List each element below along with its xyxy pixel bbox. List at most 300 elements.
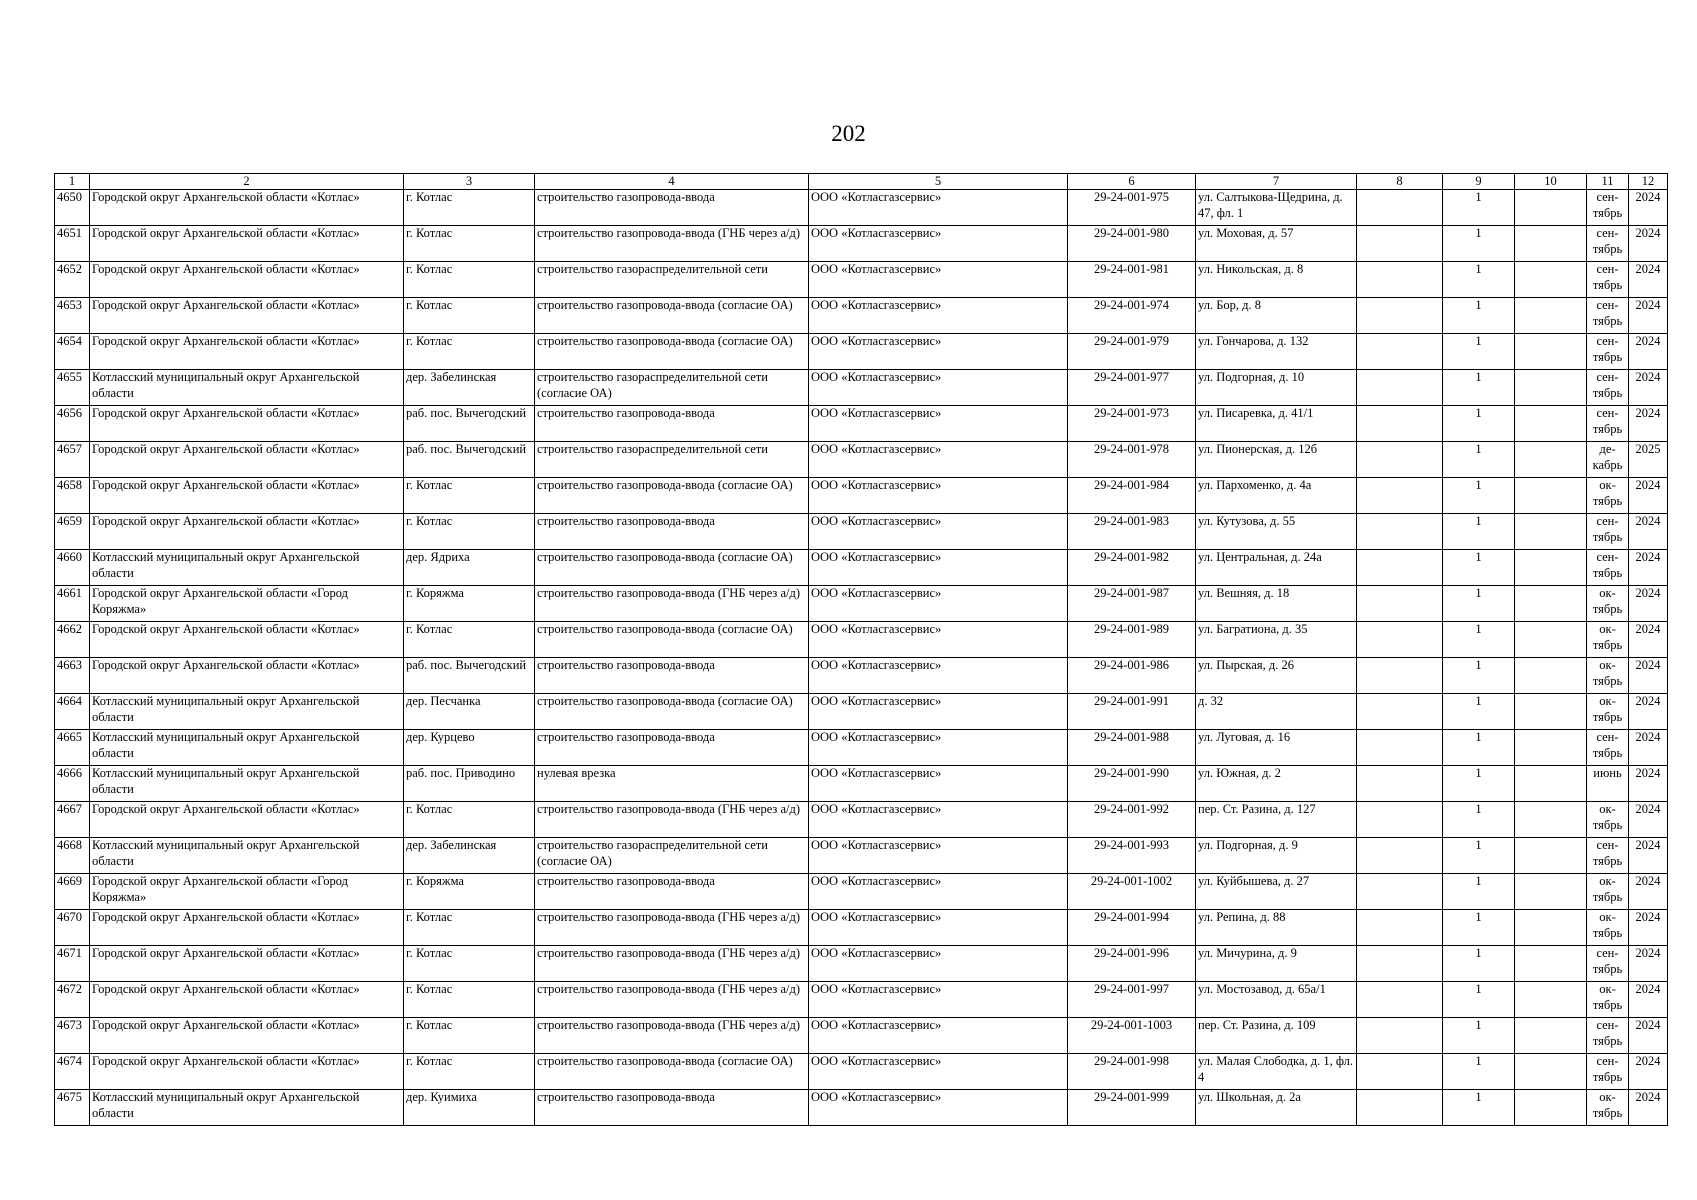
table-row (55, 838, 1668, 874)
work-type-cell: строительство газораспределительной сети (согласие ОА) (535, 838, 809, 874)
table-row (55, 910, 1668, 946)
address-cell: д. 32 (1196, 694, 1357, 730)
quantity-cell: 1 (1443, 730, 1515, 766)
quantity-cell: 1 (1443, 190, 1515, 226)
organization-cell: ООО «Котласгазсервис» (809, 1018, 1068, 1054)
settlement-cell: дер. Песчанка (404, 694, 535, 730)
address-cell: ул. Мостозавод, д. 65а/1 (1196, 982, 1357, 1018)
row-number-cell: 4673 (55, 1018, 90, 1054)
column-8-cell (1357, 550, 1443, 586)
organization-cell: ООО «Котласгазсервис» (809, 622, 1068, 658)
row-number-cell: 4663 (55, 658, 90, 694)
table-row (55, 370, 1668, 406)
column-10-cell (1515, 550, 1587, 586)
organization-cell: ООО «Котласгазсервис» (809, 370, 1068, 406)
settlement-cell: г. Котлас (404, 478, 535, 514)
object-code-cell: 29-24-001-989 (1068, 622, 1196, 658)
object-code-cell: 29-24-001-974 (1068, 298, 1196, 334)
column-header: 11 (1587, 174, 1629, 190)
municipality-cell: Городской округ Архангельской области «Котлас» (90, 190, 404, 226)
settlement-cell: г. Котлас (404, 946, 535, 982)
year-cell: 2024 (1629, 1090, 1668, 1126)
municipality-cell: Городской округ Архангельской области «Котлас» (90, 298, 404, 334)
quantity-cell: 1 (1443, 982, 1515, 1018)
organization-cell: ООО «Котласгазсервис» (809, 442, 1068, 478)
quantity-cell: 1 (1443, 874, 1515, 910)
organization-cell: ООО «Котласгазсервис» (809, 910, 1068, 946)
row-number-cell: 4657 (55, 442, 90, 478)
quantity-cell: 1 (1443, 694, 1515, 730)
column-10-cell (1515, 1018, 1587, 1054)
column-8-cell (1357, 766, 1443, 802)
column-header: 10 (1515, 174, 1587, 190)
column-header: 5 (809, 174, 1068, 190)
month-cell: ок-тябрь (1587, 658, 1629, 694)
month-cell: июнь (1587, 766, 1629, 802)
address-cell: ул. Школьная, д. 2а (1196, 1090, 1357, 1126)
organization-cell: ООО «Котласгазсервис» (809, 586, 1068, 622)
row-number-cell: 4658 (55, 478, 90, 514)
row-number-cell: 4661 (55, 586, 90, 622)
row-number-cell: 4659 (55, 514, 90, 550)
settlement-cell: дер. Курцево (404, 730, 535, 766)
row-number-cell: 4652 (55, 262, 90, 298)
column-10-cell (1515, 370, 1587, 406)
table-row (55, 514, 1668, 550)
table-row (55, 766, 1668, 802)
object-code-cell: 29-24-001-996 (1068, 946, 1196, 982)
municipality-cell: Городской округ Архангельской области «Город Коряжма» (90, 874, 404, 910)
row-number-cell: 4672 (55, 982, 90, 1018)
year-cell: 2024 (1629, 226, 1668, 262)
table-row (55, 694, 1668, 730)
column-10-cell (1515, 478, 1587, 514)
address-cell: ул. Репина, д. 88 (1196, 910, 1357, 946)
address-cell: пер. Ст. Разина, д. 109 (1196, 1018, 1357, 1054)
municipality-cell: Городской округ Архангельской области «Котлас» (90, 478, 404, 514)
column-10-cell (1515, 910, 1587, 946)
municipality-cell: Городской округ Архангельской области «Котлас» (90, 1018, 404, 1054)
column-10-cell (1515, 1090, 1587, 1126)
work-type-cell: строительство газораспределительной сети (535, 262, 809, 298)
municipality-cell: Городской округ Архангельской области «Котлас» (90, 802, 404, 838)
month-cell: де-кабрь (1587, 442, 1629, 478)
column-10-cell (1515, 802, 1587, 838)
quantity-cell: 1 (1443, 910, 1515, 946)
address-cell: ул. Малая Слободка, д. 1, фл. 4 (1196, 1054, 1357, 1090)
year-cell: 2024 (1629, 658, 1668, 694)
municipality-cell: Городской округ Архангельской области «Котлас» (90, 514, 404, 550)
quantity-cell: 1 (1443, 838, 1515, 874)
municipality-cell: Городской округ Архангельской области «Котлас» (90, 910, 404, 946)
column-8-cell (1357, 658, 1443, 694)
table-row (55, 262, 1668, 298)
month-cell: ок-тябрь (1587, 478, 1629, 514)
municipality-cell: Городской округ Архангельской области «Котлас» (90, 334, 404, 370)
object-code-cell: 29-24-001-973 (1068, 406, 1196, 442)
settlement-cell: г. Котлас (404, 190, 535, 226)
table-row (55, 586, 1668, 622)
month-cell: сен-тябрь (1587, 838, 1629, 874)
year-cell: 2024 (1629, 910, 1668, 946)
quantity-cell: 1 (1443, 658, 1515, 694)
organization-cell: ООО «Котласгазсервис» (809, 982, 1068, 1018)
quantity-cell: 1 (1443, 1018, 1515, 1054)
month-cell: ок-тябрь (1587, 982, 1629, 1018)
quantity-cell: 1 (1443, 262, 1515, 298)
year-cell: 2024 (1629, 982, 1668, 1018)
column-8-cell (1357, 1090, 1443, 1126)
month-cell: сен-тябрь (1587, 1018, 1629, 1054)
column-10-cell (1515, 298, 1587, 334)
municipality-cell: Котласский муниципальный округ Архангельской области (90, 370, 404, 406)
row-number-cell: 4660 (55, 550, 90, 586)
work-type-cell: строительство газопровода-ввода (535, 730, 809, 766)
column-header: 4 (535, 174, 809, 190)
table-row (55, 982, 1668, 1018)
year-cell: 2024 (1629, 298, 1668, 334)
settlement-cell: дер. Ядриха (404, 550, 535, 586)
month-cell: ок-тябрь (1587, 910, 1629, 946)
column-8-cell (1357, 982, 1443, 1018)
year-cell: 2024 (1629, 622, 1668, 658)
column-10-cell (1515, 262, 1587, 298)
column-header: 2 (90, 174, 404, 190)
column-10-cell (1515, 730, 1587, 766)
table-row (55, 226, 1668, 262)
column-8-cell (1357, 334, 1443, 370)
municipality-cell: Городской округ Архангельской области «Котлас» (90, 946, 404, 982)
column-8-cell (1357, 298, 1443, 334)
municipality-cell: Котласский муниципальный округ Архангельской области (90, 838, 404, 874)
quantity-cell: 1 (1443, 226, 1515, 262)
organization-cell: ООО «Котласгазсервис» (809, 1054, 1068, 1090)
work-type-cell: строительство газопровода-ввода (ГНБ через а/д) (535, 946, 809, 982)
column-10-cell (1515, 694, 1587, 730)
row-number-cell: 4668 (55, 838, 90, 874)
work-type-cell: строительство газораспределительной сети (535, 442, 809, 478)
quantity-cell: 1 (1443, 622, 1515, 658)
object-code-cell: 29-24-001-984 (1068, 478, 1196, 514)
municipality-cell: Городской округ Архангельской области «Котлас» (90, 622, 404, 658)
work-type-cell: строительство газопровода-ввода (ГНБ через а/д) (535, 910, 809, 946)
municipality-cell: Городской округ Архангельской области «Котлас» (90, 226, 404, 262)
quantity-cell: 1 (1443, 514, 1515, 550)
row-number-cell: 4664 (55, 694, 90, 730)
organization-cell: ООО «Котласгазсервис» (809, 658, 1068, 694)
column-8-cell (1357, 370, 1443, 406)
work-type-cell: строительство газопровода-ввода (ГНБ через а/д) (535, 586, 809, 622)
column-10-cell (1515, 946, 1587, 982)
column-8-cell (1357, 262, 1443, 298)
quantity-cell: 1 (1443, 1090, 1515, 1126)
month-cell: ок-тябрь (1587, 802, 1629, 838)
municipality-cell: Котласский муниципальный округ Архангельской области (90, 550, 404, 586)
settlement-cell: раб. пос. Приводино (404, 766, 535, 802)
table-row (55, 406, 1668, 442)
work-type-cell: строительство газопровода-ввода (ГНБ через а/д) (535, 1018, 809, 1054)
year-cell: 2024 (1629, 190, 1668, 226)
organization-cell: ООО «Котласгазсервис» (809, 226, 1068, 262)
month-cell: сен-тябрь (1587, 730, 1629, 766)
work-type-cell: строительство газопровода-ввода (535, 190, 809, 226)
table-row (55, 298, 1668, 334)
municipality-cell: Городской округ Архангельской области «Город Коряжма» (90, 586, 404, 622)
work-type-cell: нулевая врезка (535, 766, 809, 802)
year-cell: 2024 (1629, 478, 1668, 514)
year-cell: 2024 (1629, 694, 1668, 730)
month-cell: сен-тябрь (1587, 262, 1629, 298)
table-row (55, 802, 1668, 838)
settlement-cell: раб. пос. Вычегодский (404, 658, 535, 694)
address-cell: ул. Бор, д. 8 (1196, 298, 1357, 334)
month-cell: сен-тябрь (1587, 550, 1629, 586)
month-cell: сен-тябрь (1587, 298, 1629, 334)
settlement-cell: г. Котлас (404, 1018, 535, 1054)
object-code-cell: 29-24-001-994 (1068, 910, 1196, 946)
header-row (55, 174, 1668, 190)
month-cell: сен-тябрь (1587, 334, 1629, 370)
object-code-cell: 29-24-001-977 (1068, 370, 1196, 406)
quantity-cell: 1 (1443, 586, 1515, 622)
column-10-cell (1515, 514, 1587, 550)
municipality-cell: Котласский муниципальный округ Архангельской области (90, 730, 404, 766)
object-code-cell: 29-24-001-979 (1068, 334, 1196, 370)
year-cell: 2024 (1629, 262, 1668, 298)
column-8-cell (1357, 1018, 1443, 1054)
settlement-cell: г. Котлас (404, 910, 535, 946)
settlement-cell: дер. Забелинская (404, 370, 535, 406)
row-number-cell: 4674 (55, 1054, 90, 1090)
address-cell: ул. Южная, д. 2 (1196, 766, 1357, 802)
table-row (55, 1054, 1668, 1090)
work-type-cell: строительство газопровода-ввода (535, 406, 809, 442)
table-row (55, 1018, 1668, 1054)
column-8-cell (1357, 622, 1443, 658)
settlement-cell: дер. Забелинская (404, 838, 535, 874)
object-code-cell: 29-24-001-993 (1068, 838, 1196, 874)
row-number-cell: 4669 (55, 874, 90, 910)
year-cell: 2024 (1629, 946, 1668, 982)
object-code-cell: 29-24-001-978 (1068, 442, 1196, 478)
work-type-cell: строительство газопровода-ввода (ГНБ через а/д) (535, 802, 809, 838)
organization-cell: ООО «Котласгазсервис» (809, 766, 1068, 802)
year-cell: 2024 (1629, 802, 1668, 838)
settlement-cell: раб. пос. Вычегодский (404, 442, 535, 478)
settlement-cell: г. Котлас (404, 262, 535, 298)
column-8-cell (1357, 586, 1443, 622)
quantity-cell: 1 (1443, 802, 1515, 838)
quantity-cell: 1 (1443, 298, 1515, 334)
table-row (55, 874, 1668, 910)
organization-cell: ООО «Котласгазсервис» (809, 298, 1068, 334)
quantity-cell: 1 (1443, 406, 1515, 442)
column-8-cell (1357, 694, 1443, 730)
column-header: 8 (1357, 174, 1443, 190)
municipality-cell: Городской округ Архангельской области «Котлас» (90, 262, 404, 298)
year-cell: 2024 (1629, 370, 1668, 406)
work-type-cell: строительство газопровода-ввода (535, 514, 809, 550)
month-cell: ок-тябрь (1587, 874, 1629, 910)
settlement-cell: г. Котлас (404, 514, 535, 550)
object-code-cell: 29-24-001-997 (1068, 982, 1196, 1018)
municipality-cell: Городской округ Архангельской области «Котлас» (90, 982, 404, 1018)
organization-cell: ООО «Котласгазсервис» (809, 946, 1068, 982)
year-cell: 2024 (1629, 406, 1668, 442)
work-type-cell: строительство газопровода-ввода (согласие ОА) (535, 478, 809, 514)
settlement-cell: г. Котлас (404, 802, 535, 838)
quantity-cell: 1 (1443, 766, 1515, 802)
month-cell: ок-тябрь (1587, 694, 1629, 730)
column-header: 9 (1443, 174, 1515, 190)
year-cell: 2024 (1629, 766, 1668, 802)
column-8-cell (1357, 442, 1443, 478)
work-type-cell: строительство газопровода-ввода (535, 658, 809, 694)
month-cell: сен-тябрь (1587, 514, 1629, 550)
object-code-cell: 29-24-001-987 (1068, 586, 1196, 622)
quantity-cell: 1 (1443, 478, 1515, 514)
municipality-cell: Городской округ Архангельской области «Котлас» (90, 1054, 404, 1090)
column-8-cell (1357, 190, 1443, 226)
column-8-cell (1357, 910, 1443, 946)
address-cell: ул. Мичурина, д. 9 (1196, 946, 1357, 982)
table-row (55, 622, 1668, 658)
object-code-cell: 29-24-001-980 (1068, 226, 1196, 262)
object-code-cell: 29-24-001-975 (1068, 190, 1196, 226)
object-code-cell: 29-24-001-990 (1068, 766, 1196, 802)
row-number-cell: 4670 (55, 910, 90, 946)
column-header: 12 (1629, 174, 1668, 190)
row-number-cell: 4671 (55, 946, 90, 982)
object-code-cell: 29-24-001-983 (1068, 514, 1196, 550)
settlement-cell: г. Котлас (404, 622, 535, 658)
organization-cell: ООО «Котласгазсервис» (809, 730, 1068, 766)
address-cell: ул. Гончарова, д. 132 (1196, 334, 1357, 370)
table-row (55, 190, 1668, 226)
month-cell: сен-тябрь (1587, 226, 1629, 262)
work-type-cell: строительство газопровода-ввода (согласие ОА) (535, 622, 809, 658)
column-8-cell (1357, 478, 1443, 514)
table-row (55, 334, 1668, 370)
row-number-cell: 4653 (55, 298, 90, 334)
table-row (55, 550, 1668, 586)
address-cell: ул. Подгорная, д. 10 (1196, 370, 1357, 406)
object-code-cell: 29-24-001-1002 (1068, 874, 1196, 910)
municipality-cell: Городской округ Архангельской области «Котлас» (90, 442, 404, 478)
municipality-cell: Городской округ Архангельской области «Котлас» (90, 658, 404, 694)
column-10-cell (1515, 226, 1587, 262)
column-10-cell (1515, 838, 1587, 874)
address-cell: ул. Писаревка, д. 41/1 (1196, 406, 1357, 442)
month-cell: сен-тябрь (1587, 370, 1629, 406)
column-8-cell (1357, 946, 1443, 982)
address-cell: пер. Ст. Разина, д. 127 (1196, 802, 1357, 838)
table-row (55, 946, 1668, 982)
organization-cell: ООО «Котласгазсервис» (809, 262, 1068, 298)
row-number-cell: 4654 (55, 334, 90, 370)
address-cell: ул. Луговая, д. 16 (1196, 730, 1357, 766)
settlement-cell: г. Котлас (404, 334, 535, 370)
organization-cell: ООО «Котласгазсервис» (809, 838, 1068, 874)
organization-cell: ООО «Котласгазсервис» (809, 190, 1068, 226)
quantity-cell: 1 (1443, 550, 1515, 586)
settlement-cell: г. Котлас (404, 298, 535, 334)
column-8-cell (1357, 838, 1443, 874)
work-type-cell: строительство газопровода-ввода (согласие ОА) (535, 334, 809, 370)
table-body (55, 190, 1668, 1126)
column-10-cell (1515, 334, 1587, 370)
year-cell: 2024 (1629, 586, 1668, 622)
register-table (54, 173, 1668, 1126)
column-header: 7 (1196, 174, 1357, 190)
year-cell: 2024 (1629, 730, 1668, 766)
organization-cell: ООО «Котласгазсервис» (809, 478, 1068, 514)
row-number-cell: 4651 (55, 226, 90, 262)
address-cell: ул. Кутузова, д. 55 (1196, 514, 1357, 550)
object-code-cell: 29-24-001-988 (1068, 730, 1196, 766)
organization-cell: ООО «Котласгазсервис» (809, 694, 1068, 730)
year-cell: 2024 (1629, 550, 1668, 586)
column-10-cell (1515, 442, 1587, 478)
quantity-cell: 1 (1443, 946, 1515, 982)
object-code-cell: 29-24-001-981 (1068, 262, 1196, 298)
municipality-cell: Котласский муниципальный округ Архангельской области (90, 766, 404, 802)
column-10-cell (1515, 1054, 1587, 1090)
column-8-cell (1357, 874, 1443, 910)
row-number-cell: 4655 (55, 370, 90, 406)
month-cell: сен-тябрь (1587, 406, 1629, 442)
column-8-cell (1357, 1054, 1443, 1090)
address-cell: ул. Моховая, д. 57 (1196, 226, 1357, 262)
quantity-cell: 1 (1443, 370, 1515, 406)
row-number-cell: 4675 (55, 1090, 90, 1126)
work-type-cell: строительство газораспределительной сети (согласие ОА) (535, 370, 809, 406)
address-cell: ул. Пырская, д. 26 (1196, 658, 1357, 694)
organization-cell: ООО «Котласгазсервис» (809, 874, 1068, 910)
column-10-cell (1515, 874, 1587, 910)
organization-cell: ООО «Котласгазсервис» (809, 550, 1068, 586)
row-number-cell: 4656 (55, 406, 90, 442)
year-cell: 2024 (1629, 334, 1668, 370)
column-8-cell (1357, 406, 1443, 442)
address-cell: ул. Вешняя, д. 18 (1196, 586, 1357, 622)
settlement-cell: г. Котлас (404, 226, 535, 262)
work-type-cell: строительство газопровода-ввода (535, 1090, 809, 1126)
row-number-cell: 4667 (55, 802, 90, 838)
year-cell: 2024 (1629, 874, 1668, 910)
object-code-cell: 29-24-001-999 (1068, 1090, 1196, 1126)
address-cell: ул. Пионерская, д. 12б (1196, 442, 1357, 478)
page-number: 202 (831, 121, 866, 146)
object-code-cell: 29-24-001-982 (1068, 550, 1196, 586)
address-cell: ул. Центральная, д. 24а (1196, 550, 1357, 586)
column-10-cell (1515, 406, 1587, 442)
column-10-cell (1515, 622, 1587, 658)
work-type-cell: строительство газопровода-ввода (ГНБ через а/д) (535, 982, 809, 1018)
work-type-cell: строительство газопровода-ввода (ГНБ через а/д) (535, 226, 809, 262)
column-10-cell (1515, 766, 1587, 802)
column-8-cell (1357, 514, 1443, 550)
object-code-cell: 29-24-001-991 (1068, 694, 1196, 730)
column-10-cell (1515, 658, 1587, 694)
quantity-cell: 1 (1443, 334, 1515, 370)
column-10-cell (1515, 190, 1587, 226)
quantity-cell: 1 (1443, 442, 1515, 478)
column-8-cell (1357, 802, 1443, 838)
row-number-cell: 4665 (55, 730, 90, 766)
address-cell: ул. Подгорная, д. 9 (1196, 838, 1357, 874)
address-cell: ул. Пархоменко, д. 4а (1196, 478, 1357, 514)
